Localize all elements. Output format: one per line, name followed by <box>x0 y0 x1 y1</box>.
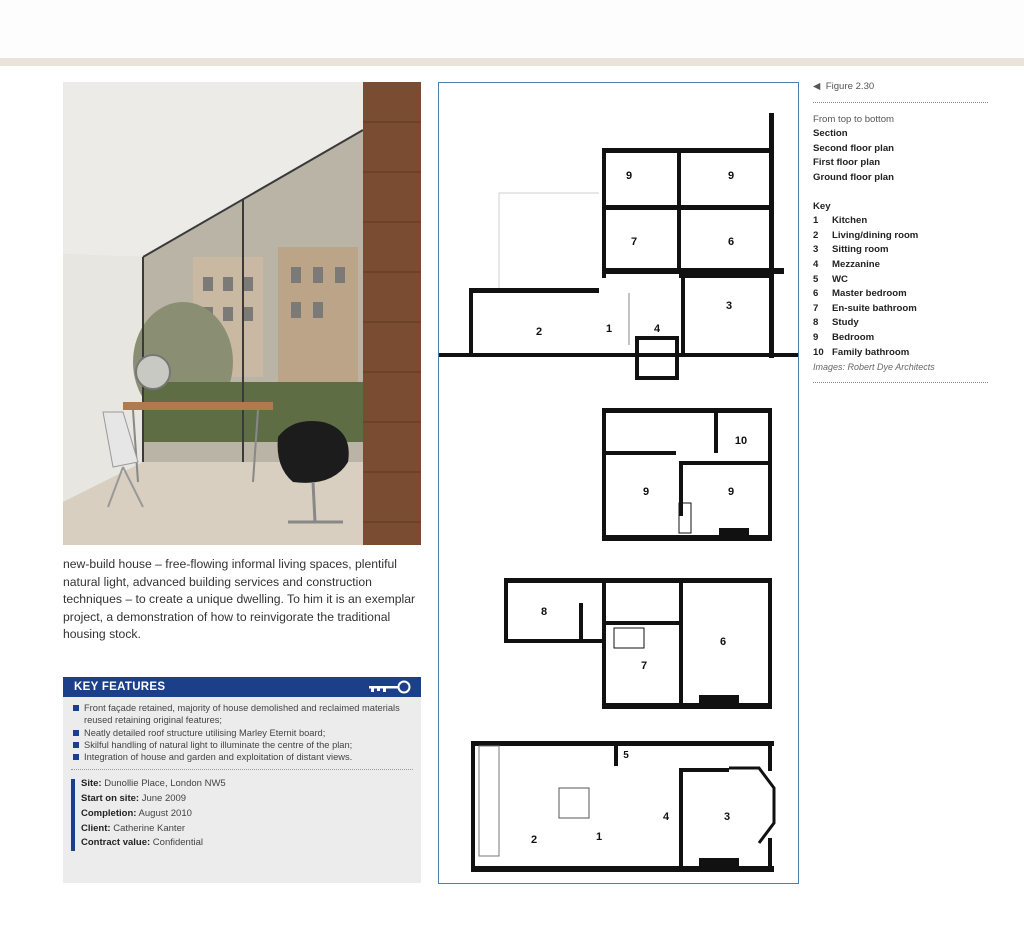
feature-item: Neatly detailed roof structure utilising Marley Eternit board; <box>73 727 415 739</box>
plan-label: 3 <box>725 300 733 312</box>
caption-order-item: First floor plan <box>813 157 881 169</box>
plan-label: 9 <box>727 170 735 182</box>
page-top-margin <box>0 0 1024 58</box>
feature-item: Skilful handling of natural light to illuminate the centre of the plan; <box>73 739 415 751</box>
feature-item: Front façade retained, majority of house demolished and reclaimed materials reused retaining original features; <box>73 702 415 727</box>
key-item: 4 Mezzanine <box>813 258 880 270</box>
page-header-rule <box>0 58 1024 66</box>
key-item: 9 Bedroom <box>813 331 875 343</box>
interior-photo <box>63 82 421 545</box>
plan-label: 1 <box>605 323 613 335</box>
plan-label: 7 <box>630 236 638 248</box>
feature-item: Integration of house and garden and exploitation of distant views. <box>73 751 415 763</box>
plan-label: 4 <box>653 323 661 335</box>
key-item: 8 Study <box>813 317 859 329</box>
floor-plans-panel <box>438 82 799 884</box>
plan-label: 3 <box>723 811 731 823</box>
plan-label: 7 <box>640 660 648 672</box>
caption-order-item: Section <box>813 128 848 140</box>
caption-order-item: Second floor plan <box>813 142 895 154</box>
key-features-header <box>63 677 421 697</box>
plan-label: 10 <box>734 435 748 447</box>
key-features-list <box>63 702 421 763</box>
caption-order-intro: From top to bottom <box>813 113 895 125</box>
key-icon <box>367 680 413 694</box>
project-facts <box>71 777 413 851</box>
dotted-divider <box>813 102 988 103</box>
key-item: 2 Living/dining room <box>813 229 919 241</box>
key-features-heading: KEY FEATURES <box>74 681 166 693</box>
fact-start: Start on site: June 2009 <box>81 793 187 805</box>
plan-label: 9 <box>625 170 633 182</box>
key-item: 10 Family bathroom <box>813 346 910 358</box>
plan-label: 6 <box>719 636 727 648</box>
plan-label: 9 <box>727 486 735 498</box>
plan-label: 9 <box>642 486 650 498</box>
image-credit: Images: Robert Dye Architects <box>813 362 935 373</box>
caption-order-item: Ground floor plan <box>813 171 895 183</box>
fact-site: Site: Dunollie Place, London NW5 <box>81 778 226 790</box>
key-item: 5 WC <box>813 273 848 285</box>
plan-label: 5 <box>623 750 629 761</box>
plan-label: 4 <box>662 811 670 823</box>
key-heading: Key <box>813 200 831 212</box>
plan-label: 2 <box>535 326 543 338</box>
plan-label: 1 <box>595 831 603 843</box>
facts-accent-bar <box>71 779 75 851</box>
key-features-box <box>63 677 421 883</box>
key-item: 6 Master bedroom <box>813 288 907 300</box>
plan-label: 6 <box>727 236 735 248</box>
fact-completion: Completion: August 2010 <box>81 807 192 819</box>
body-paragraph: new-build house – free-flowing informal living spaces, plentiful natural light, advanced building services and construction techniques – to create a unique dwelling. To him it is an exemplar project, a demonstration of how to reinvigorate the traditional housing stock. <box>63 557 416 641</box>
fact-contract: Contract value: Confidential <box>81 837 203 849</box>
plan-label: 8 <box>540 606 548 618</box>
figure-number: ◀ Figure 2.30 <box>813 81 875 92</box>
dotted-divider <box>813 382 988 383</box>
plan-label: 2 <box>530 834 538 846</box>
key-item: 3 Sitting room <box>813 244 889 256</box>
figure-caption <box>813 80 988 393</box>
key-item: 1 Kitchen <box>813 215 868 227</box>
key-item: 7 En-suite bathroom <box>813 302 917 314</box>
fact-client: Client: Catherine Kanter <box>81 822 186 834</box>
dotted-divider <box>71 769 413 770</box>
